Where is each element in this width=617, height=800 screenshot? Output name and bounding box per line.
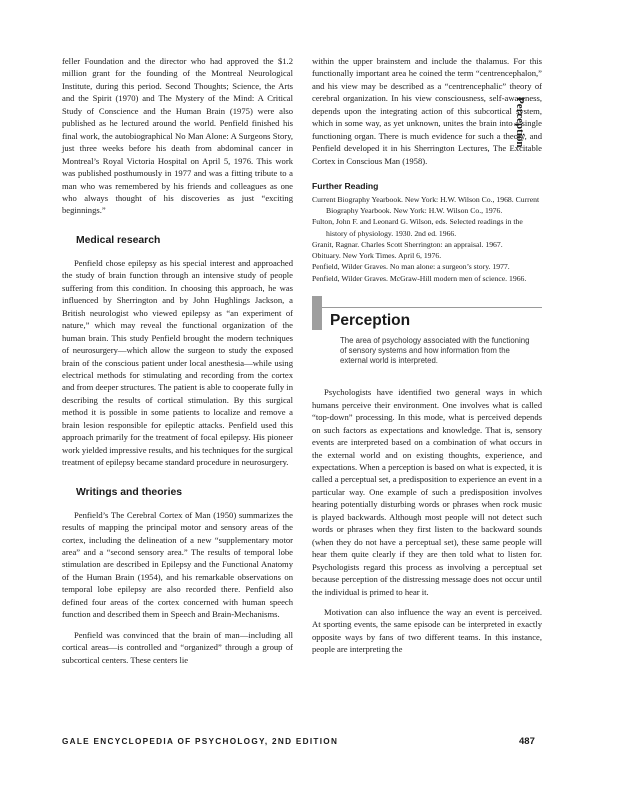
reference-item: Current Biography Yearbook. New York: H.W. Wilson Co., 1968. Current Biography Yearbook. New York: H.W. Wilson Co., 1976.: [312, 195, 540, 216]
further-reading-heading: Further Reading: [312, 181, 379, 192]
reference-item: Fulton, John F. and Leonard G. Wilson, eds. Selected readings in the history of physiology. 1930. 2nd ed. 1966.: [312, 217, 523, 238]
paragraph-subcortical-centers: Penfield was convinced that the brain of man—including all cortical areas—is controlled and “organized” through a group of subcortical centers. These centers lie: [62, 629, 293, 665]
footer-page-number: 487: [519, 736, 535, 747]
paragraph-medical-research: Penfield chose epilepsy as his special interest and approached the study of brain function through an intensive study of people suffering from this condition. In choosing this approach, he was influenced by Sherrington and by John Hughlings Jackson, a British neurologist who viewed epilepsy as “an experiment of nature,” which may reveal the functional organization of the human brain. This study Penfield brought the modern techniques of neurosurgery—which allow the surgeon to study the exposed brain of the conscious patient under local anesthesia—while using electrical methods for stimulating and recording from the cortex and from deeper structures. The patient is able to cooperate fully in describing the results of cortical stimulation. By this surgical method it is possible in some patients to localize and remove a brain lesion responsible for epileptic attacks. Penfield used this approach primarily for the treatment of focal epilepsy. His pioneer work yielded impressive results, and his techniques for the surgical treatment of epilepsy became standard procedure in neurosurgery.: [62, 257, 293, 468]
left-column: [62, 55, 293, 666]
paragraph-centrencephalon: within the upper brainstem and include the thalamus. For this functionally important area he coined the term “centrencephalon,” and his view may be described as a “centrencephalic” theory of cerebral organization. In his view consciousness, self-awareness, depends upon the integrating action of this subcortical system, which in some way, as yet unknown, unites the brain into a single functioning organ. There is much evidence for such a theory, and Penfield developed it in his Sherrington Lectures, The Excitable Cortex in Conscious Man (1958).: [312, 56, 542, 166]
paragraph-writings-theories: Penfield’s The Cerebral Cortex of Man (1950) summarizes the results of mapping the principal motor and sensory areas of the cortex, including the delineation of a new “supplementary motor area” and a “second sensory area.” The results of temporal lobe stimulation are described in Epilepsy and the Functional Anatomy of the Human Brain (1954), and his remarkable observations on temporal lobe epilepsy are also recorded there. Penfield also defined four areas of the cortex concerned with human speech function and described them in Speech and Brain-Mechanisms.: [62, 509, 293, 620]
reference-item: Granit, Ragnar. Charles Scott Sherrington: an appraisal. 1967.: [312, 239, 503, 249]
entry-title: Perception: [330, 311, 411, 329]
reference-item: Obituary. New York Times. April 6, 1976.: [312, 251, 442, 261]
section-heading-medical-research: Medical research: [76, 234, 161, 246]
entry-definition: The area of psychology associated with the functioning of sensory systems and how information from the external world is interpreted.: [340, 335, 530, 366]
paragraph-motivation: Motivation can also influence the way an event is perceived. At sporting events, the same episode can be interpreted in exactly opposite ways by fans of two different teams. In this instance, people are interpreting the: [312, 607, 542, 655]
right-column: [312, 55, 542, 656]
section-heading-writings-theories: Writings and theories: [76, 486, 183, 498]
paragraph-penfield-later-works: feller Foundation and the director who had approved the $1.2 million grant for the founding of the Montreal Neurological Institute, during this period. Second Thoughts; Science, the Arts and the Spirit (1970) and The Mystery of the Mind: A Critical Study of Conscience and the Human Brain (1975) were also published as he lectured around the world. Penfield finished his final work, the autobiographical No Man Alone: A Surgeons Story, just three weeks before his death from abdominal cancer in Montreal’s Royal Victoria Hospital on April 5, 1976. This work was published posthumously in 1977 and was a fitting tribute to a man who was remembered by his friends and colleagues as one who always thought of his discoveries as just “exciting beginnings.”: [62, 56, 293, 216]
running-head: Perception: [514, 97, 526, 148]
further-reading-list: [312, 194, 542, 284]
footer-publication-title: GALE ENCYCLOPEDIA OF PSYCHOLOGY, 2ND EDITION: [62, 737, 339, 746]
reference-item: Penfield, Wilder Graves. No man alone: a surgeon’s story. 1977.: [312, 262, 510, 272]
entry-header-perception: [312, 307, 542, 367]
paragraph-top-down-processing: Psychologists have identified two general ways in which humans perceive their environment. One involves what is called “top-down” processing. In this mode, what is perceived depends on such factors as expectations and knowledge. That is, sensory events are interpreted based on a combination of what occurs in the external world and on existing thoughts, experience, and expectations. When a perception is based on what is expected, it is called a perceptual set, a predisposition to experience an event in a particular way. One example of such a predisposition involves hearing potentially disturbing words or phrases when rock music is played backwards. Although most people will not detect such words or phrases when they first listen to the backward sounds (when they do not have a perceptual set), these same people will hear them quite clearly if they are then told what to listen for. Psychologists regard this process as involving a perceptual set because perception of the distressing message does not occur until the individual is primed to hear it.: [312, 387, 542, 597]
reference-item: Penfield, Wilder Graves. McGraw-Hill modern men of science. 1966.: [312, 273, 527, 283]
entry-marker-bar: [312, 296, 322, 330]
